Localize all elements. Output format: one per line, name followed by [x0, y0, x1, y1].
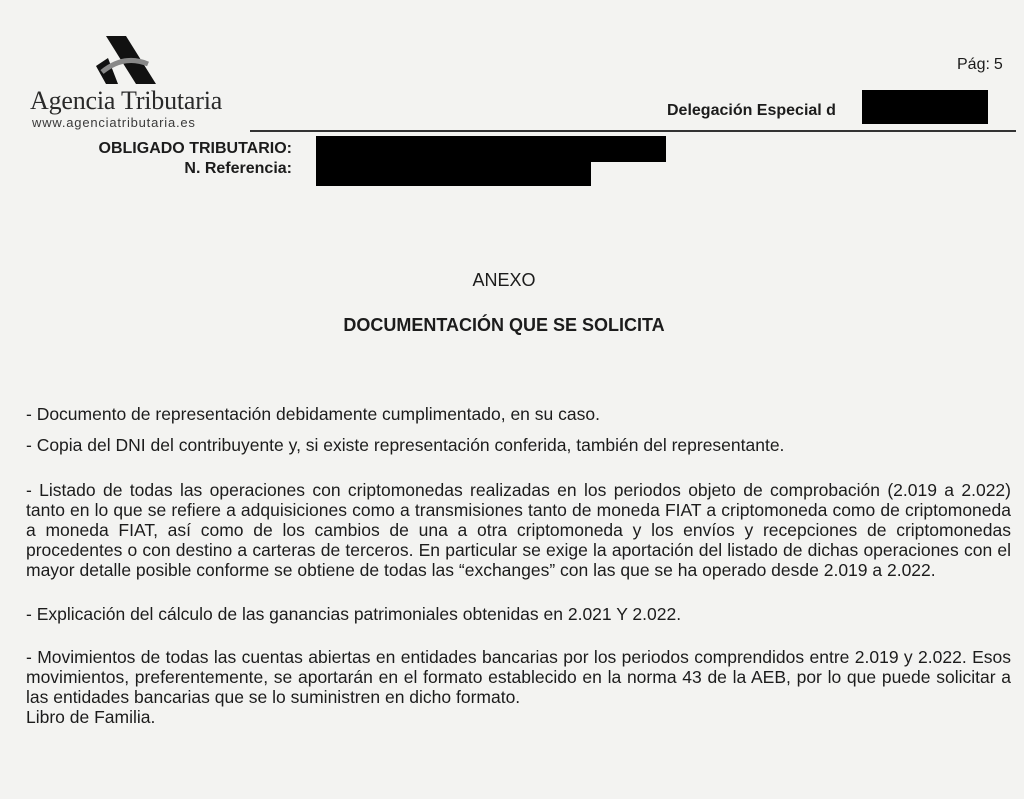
header-divider — [250, 130, 1016, 132]
delegacion-label: Delegación Especial d — [667, 102, 836, 119]
logo-name: Agencia Tributaria — [30, 86, 223, 115]
list-item: - Listado de todas las operaciones con criptomonedas realizadas en los periodos objeto de comprobación (2.019 a 2.022) tanto en lo que se refiere a adquisiciones como a transmisiones tanto de moneda FIAT a criptomoneda como de criptomoneda a moneda FIAT, así como de los cambios de una a otra criptomoneda y los envíos y recepciones de criptomonedas procedentes o con destino a carteras de terceros. En particular se exige la aportación del listado de dichas operaciones con el mayor detalle posible conforme se obtiene de todas las “exchanges” con las que se ha operado desde 2.019 a 2.022. — [26, 480, 1011, 580]
requested-documents-list — [26, 404, 1011, 727]
list-item: Libro de Familia. — [26, 707, 156, 727]
agency-logo-mark-icon — [96, 36, 156, 86]
document-heading: DOCUMENTACIÓN QUE SE SOLICITA — [343, 315, 665, 335]
redaction-block — [862, 90, 988, 124]
redaction-block — [316, 160, 591, 186]
obligado-tributario-label: OBLIGADO TRIBUTARIO: — [98, 140, 292, 157]
redaction-block — [316, 136, 666, 162]
list-item: - Movimientos de todas las cuentas abiertas en entidades bancarias por los periodos comprendidos entre 2.019 y 2.022. Esos movimientos, preferentemente, se aportarán en el formato establecido en la norma 43 de la AEB, por lo que puede solicitar a las entidades bancarias que se lo suministren en dicho formato. — [26, 647, 1011, 707]
list-item: - Explicación del cálculo de las ganancias patrimoniales obtenidas en 2.021 Y 2.022. — [26, 604, 682, 624]
list-item: - Documento de representación debidamente cumplimentado, en su caso. — [26, 404, 600, 424]
document-title: ANEXO — [472, 270, 536, 290]
list-item: - Copia del DNI del contribuyente y, si existe representación conferida, también del representante. — [26, 435, 785, 455]
agency-logo — [30, 36, 240, 128]
referencia-label: N. Referencia: — [184, 160, 292, 177]
page-label: Pág: — [957, 56, 990, 73]
taxpayer-labels — [60, 139, 292, 179]
logo-url: www.agenciatributaria.es — [32, 115, 196, 130]
page-value: 5 — [993, 56, 1003, 73]
page-number — [953, 56, 1003, 74]
